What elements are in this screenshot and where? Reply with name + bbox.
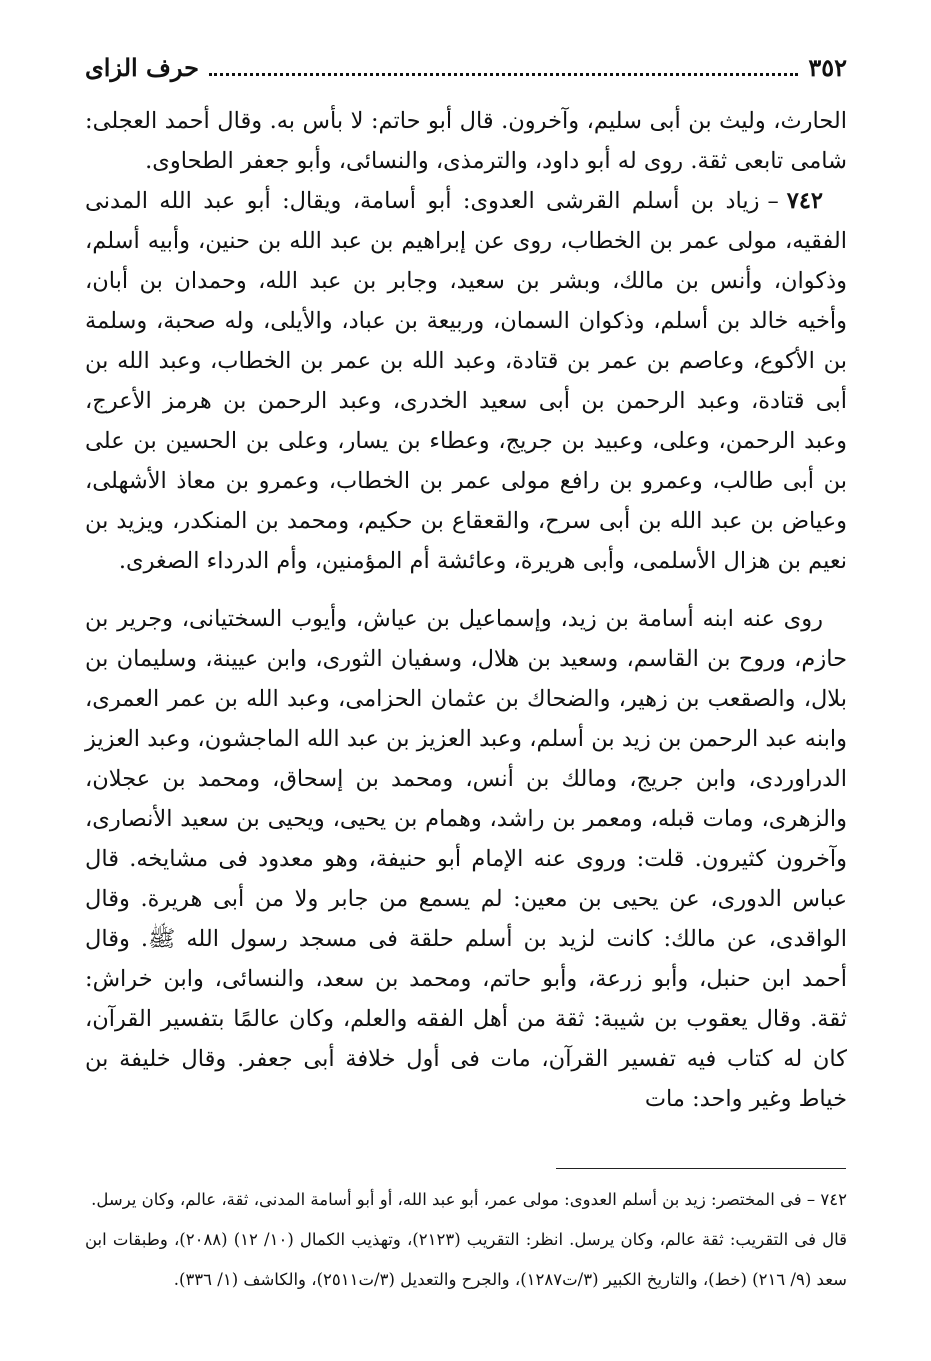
continuation-paragraph: الحارث، وليث بن أبى سليم، وآخرون. قال أبو حاتم: لا بأس به. وقال أحمد العجلى: شامى تابعى ثقة. روى له أبو داود، والترمذى، والنسائى، وأبو جعفر الطحاوى. bbox=[85, 108, 847, 174]
paragraph-gap bbox=[85, 581, 847, 599]
header-dot-leader bbox=[209, 63, 798, 76]
running-title: حرف الزاى bbox=[85, 52, 199, 82]
page-number: ٣٥٢ bbox=[808, 52, 847, 82]
footnotes bbox=[85, 1180, 847, 1300]
entry-paragraph bbox=[85, 181, 847, 581]
narrators-paragraph: روى عنه ابنه أسامة بن زيد، وإسماعيل بن عياش، وأيوب السختيانى، وجرير بن حازم، وروح بن القاسم، وسعيد بن هلال، وسفيان الثورى، وابن عيينة، وسليمان بن بلال، والصقعب بن زهير، والضحاك بن عثمان الحزامى، وعبد الله بن عمر العمرى، وابنه عبد الرحمن بن زيد بن أسلم، وعبد العزيز بن عبد الله الماجشون، وعبد العزيز الدراوردى، وابن جريج، ومالك بن أنس، ومحمد بن إسحاق، ومحمد بن عجلان، والزهرى، ومات قبله، ومعمر بن راشد، وهمام بن يحيى، ويحيى بن سعيد الأنصارى، وآخرون كثيرون. قلت: وروى عنه الإمام أبو حنيفة، وهو معدود فى مشايخه. قال عباس الدورى، عن يحيى بن معين: لم يسمع من جابر ولا من أبى هريرة. وقال الواقدى، عن مالك: كانت لزيد بن أسلم حلقة فى مسجد رسول الله ﷺ. وقال أحمد ابن حنبل، وأبو زرعة، وأبو حاتم، ومحمد بن سعد، والنسائى، وابن خراش: ثقة. وقال يعقوب بن شيبة: ثقة من أهل الفقه والعلم، وكان عالمًا بتفسير القرآن، كان له كتاب فيه تفسير القرآن، مات فى أول خلافة أبى جعفر. وقال خليفة بن خياط وغير واحد: مات bbox=[85, 606, 847, 1112]
footnote-line: ٧٤٢ – فى المختصر: زيد بن أسلم العدوى: مولى عمر، أبو عبد الله، أو أبو أسامة المدنى، ثقة، عالم، وكان يرسل. bbox=[91, 1190, 847, 1209]
page-header bbox=[85, 45, 847, 89]
entry-number: ٧٤٢ bbox=[786, 188, 823, 214]
footnote-divider bbox=[556, 1168, 846, 1169]
page bbox=[85, 45, 847, 1119]
entry-text: زياد بن أسلم القرشى العدوى: أبو أسامة، ويقال: أبو عبد الله المدنى الفقيه، مولى عمر بن الخطاب، روى عن إبراهيم بن عبد الله بن حنين، وأبيه أسلم، وذكوان، وأنس بن مالك، وبشر بن سعيد، وجابر بن عبد الله، وحمدان بن أبان، وأخيه خالد بن أسلم، وذكوان السمان، وربيعة بن عباد، والأيلى، وله صحبة، وسلمة بن الأكوع، وعاصم بن عمر بن قتادة، وعبد الله بن عمر بن الخطاب، وعبد الله بن أبى قتادة، وعبد الرحمن بن أبى سعيد الخدرى، وعبد الرحمن بن هرمز الأعرج، وعبد الرحمن، وعلى، وعبيد بن جريج، وعطاء بن يسار، وعلى بن الحسين بن على بن أبى طالب، وعمرو بن رافع مولى عمر بن الخطاب، وعمرو بن معاذ الأشهلى، وعياض بن عبد الله بن أبى سرح، والقعقاع بن حكيم، ومحمد بن المنكدر، ويزيد بن نعيم بن هزال الأسلمى، وأبى هريرة، وعائشة أم المؤمنين، وأم الدرداء الصغرى. bbox=[85, 188, 847, 574]
entry-dash: – bbox=[767, 188, 779, 214]
footnote-line: قال فى التقريب: ثقة عالم، وكان يرسل. انظر: التقريب (٢١٢٣)، وتهذيب الكمال (١٠/ ١٢) (٢٠٨٨)، وطبقات ابن سعد (٩/ ٢١٦) (خط)، والتاريخ الكبير (٣/ت١٢٨٧)، والجرح والتعديل (٣/ت٢٥١١)، والكاشف (١/ ٣٣٦). bbox=[85, 1230, 848, 1289]
main-text bbox=[85, 101, 847, 1119]
